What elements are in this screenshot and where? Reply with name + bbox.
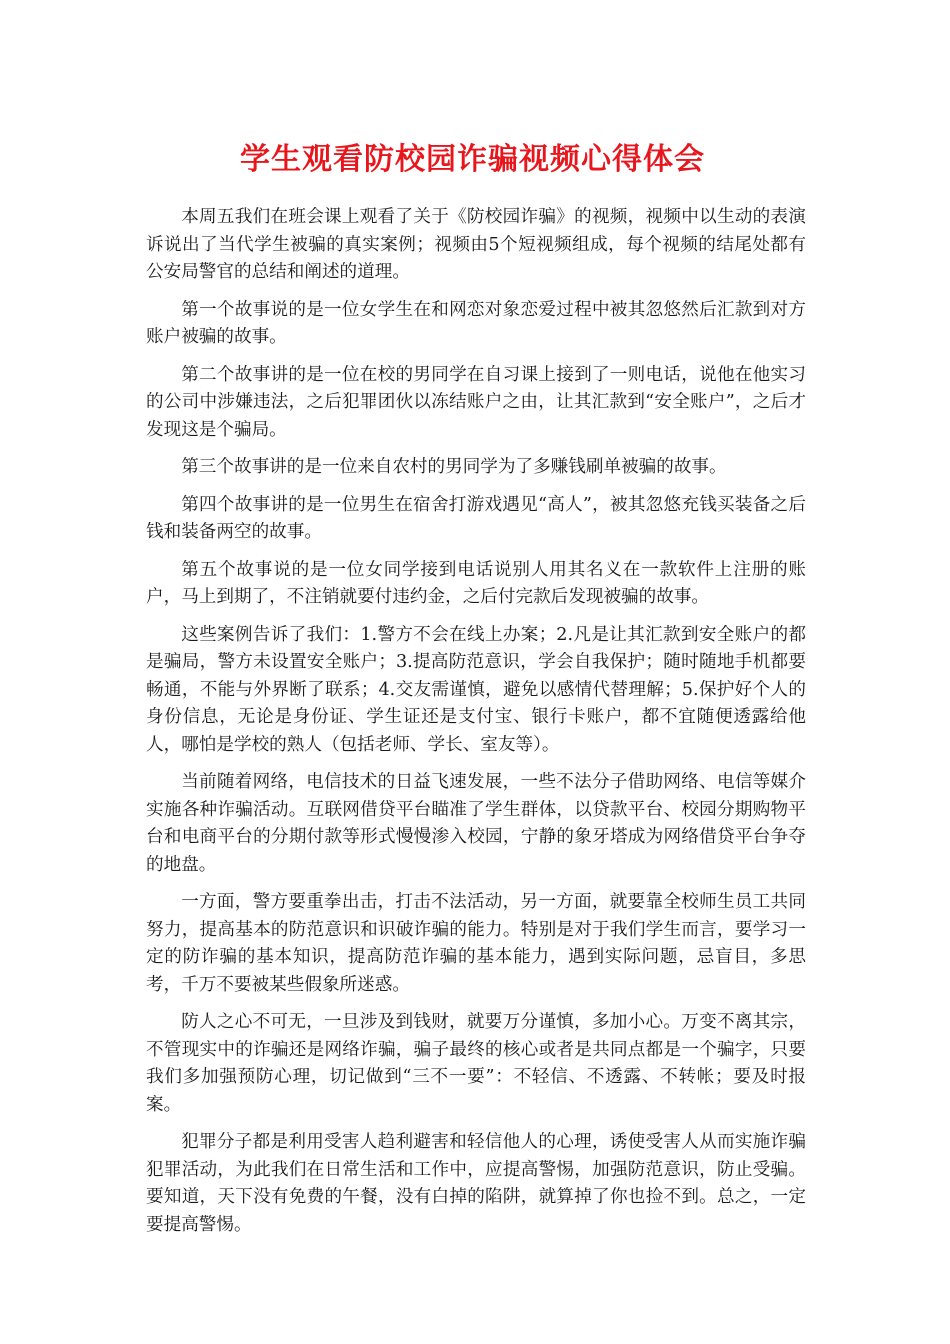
paragraph-10: 防人之心不可无，一旦涉及到钱财，就要万分谨慎，多加小心。万变不离其宗，不管现实中的诈骗还是网络诈骗，骗子最终的核心或者是共同点都是一个骗字，只要我们多加强预防心理，切记做到“三不一要”：不轻信、不透露、不转帐；要及时报案。 xyxy=(146,1012,806,1115)
paragraph-9: 一方面，警方要重拳出击，打击不法活动，另一方面，就要靠全校师生员工共同努力，提高基本的防范意识和识破诈骗的能力。特别是对于我们学生而言，要学习一定的防诈骗的基本知识，提高防范诈骗的基本能力，遇到实际问题，忌盲目，多思考，千万不要被某些假象所迷惑。 xyxy=(146,892,806,995)
paragraph-6: 第五个故事说的是一位女同学接到电话说别人用其名义在一款软件上注册的账户，马上到期了，不注销就要付违约金，之后付完款后发现被骗的故事。 xyxy=(146,559,806,607)
paragraph-11: 犯罪分子都是利用受害人趋利避害和轻信他人的心理，诱使受害人从而实施诈骗犯罪活动，为此我们在日常生活和工作中，应提高警惕，加强防范意识，防止受骗。要知道，天下没有免费的午餐，没有白掉的陷阱，就算掉了你也捡不到。总之，一定要提高警惕。 xyxy=(146,1132,806,1235)
paragraph-1: 本周五我们在班会课上观看了关于《防校园诈骗》的视频，视频中以生动的表演诉说出了当代学生被骗的真实案例；视频由5个短视频组成，每个视频的结尾处都有公安局警官的总结和阐述的道理。 xyxy=(146,207,806,282)
document-title: 学生观看防校园诈骗视频心得体会 xyxy=(240,142,705,177)
paragraph-4: 第三个故事讲的是一位来自农村的男同学为了多赚钱刷单被骗的故事。 xyxy=(181,457,727,477)
paragraph-5: 第四个故事讲的是一位男生在宿舍打游戏遇见“高人”，被其忽悠充钱买装备之后钱和装备两空的故事。 xyxy=(146,494,806,542)
paragraph-2: 第一个故事说的是一位女学生在和网恋对象恋爱过程中被其忽悠然后汇款到对方账户被骗的故事。 xyxy=(146,299,806,347)
paragraph-7: 这些案例告诉了我们：1.警方不会在线上办案；2.凡是让其汇款到安全账户的都是骗局，警方未设置安全账户；3.提高防范意识，学会自我保护；随时随地手机都要畅通，不能与外界断了联系；4.交友需谨慎，避免以感情代替理解；5.保护好个人的身份信息，无论是身份证、学生证还是支付宝、银行卡账户，都不宜随便透露给他人，哪怕是学校的熟人（包括老师、学长、室友等）。 xyxy=(146,624,806,755)
paragraph-8: 当前随着网络，电信技术的日益飞速发展，一些不法分子借助网络、电信等媒介实施各种诈骗活动。互联网借贷平台瞄准了学生群体，以贷款平台、校园分期购物平台和电商平台的分期付款等形式慢慢渗入校园，宁静的象牙塔成为网络借贷平台争夺的地盘。 xyxy=(146,772,806,875)
paragraph-3: 第二个故事讲的是一位在校的男同学在自习课上接到了一则电话，说他在他实习的公司中涉嫌违法，之后犯罪团伙以冻结账户之由，让其汇款到“安全账户”，之后才发现这是个骗局。 xyxy=(146,364,806,440)
document-page xyxy=(146,136,806,1249)
